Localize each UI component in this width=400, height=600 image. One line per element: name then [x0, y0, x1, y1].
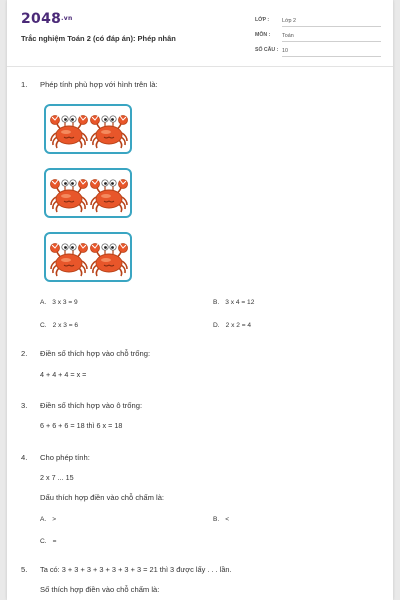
option-text: 3 x 4 = 12 [225, 299, 255, 306]
crab-group-2 [44, 168, 132, 218]
q1-option-b[interactable] [213, 299, 254, 306]
logo-tld: .vn [61, 15, 73, 22]
option-text: 2 x 2 = 4 [225, 322, 252, 329]
meta-grade-value: Lớp 2 [282, 16, 381, 27]
option-letter: A. [40, 299, 47, 306]
crab-icon [89, 173, 129, 215]
q4-prompt: Dấu thích hợp điền vào chỗ chấm là: [40, 493, 165, 502]
crab-icon [49, 173, 89, 215]
q4-number: 4. [21, 453, 28, 462]
option-text: 2 x 3 = 6 [52, 322, 79, 329]
q4-option-c[interactable] [40, 538, 56, 545]
option-letter: C. [40, 538, 47, 545]
crab-icon [89, 109, 129, 151]
q1-text: Phép tính phù hợp với hình trên là: [40, 80, 158, 89]
q4-option-a[interactable] [40, 516, 56, 523]
q3-equation: 6 + 6 + 6 = 18 thì 6 x = 18 [40, 421, 123, 430]
q1-option-a[interactable] [40, 299, 78, 306]
crab-icon [49, 237, 89, 279]
meta-subject [255, 31, 381, 43]
crab-icon [49, 109, 89, 151]
meta-subject-label: MÔN : [255, 32, 271, 38]
q3-number: 3. [21, 401, 28, 410]
q4-expression: 2 x 7 ... 15 [40, 473, 74, 482]
option-text: > [52, 516, 57, 523]
meta-count-value: 10 [282, 46, 381, 57]
q3-text: Điền số thích hợp vào ô trống: [40, 401, 143, 410]
meta-grade [255, 16, 381, 28]
crab-icon [89, 237, 129, 279]
q2-text: Điền số thích hợp vào chỗ trống: [40, 349, 151, 358]
logo-text: 2048 [21, 11, 62, 27]
meta-count [255, 46, 381, 58]
option-letter: B. [213, 516, 220, 523]
meta-subject-value: Toán [282, 31, 381, 42]
header [7, 0, 393, 66]
option-letter: C. [40, 322, 47, 329]
option-text: 3 x 3 = 9 [52, 299, 78, 306]
q1-number: 1. [21, 80, 28, 89]
crab-group-1 [44, 104, 132, 154]
worksheet-page [7, 0, 393, 600]
q2-number: 2. [21, 349, 28, 358]
option-letter: A. [40, 516, 47, 523]
q4-option-b[interactable] [213, 516, 229, 523]
meta-count-label: SỐ CÂU : [255, 47, 279, 53]
option-letter: B. [213, 299, 220, 306]
q4-text: Cho phép tính: [40, 453, 90, 462]
q2-equation: 4 + 4 + 4 = x = [40, 370, 87, 379]
q5-number: 5. [21, 565, 28, 574]
q5-prompt: Số thích hợp điền vào chỗ chấm là: [40, 585, 160, 594]
q1-option-c[interactable] [40, 322, 78, 329]
header-divider [7, 66, 393, 67]
page-title: Trắc nghiệm Toán 2 (có đáp án): Phép nhân [21, 34, 176, 43]
crab-group-3 [44, 232, 132, 282]
site-logo[interactable] [21, 11, 73, 27]
q5-text: Ta có: 3 + 3 + 3 + 3 + 3 + 3 + 3 = 21 thì 3 được lấy . . . lần. [40, 565, 232, 574]
option-letter: D. [213, 322, 220, 329]
meta-grade-label: LỚP : [255, 17, 270, 23]
option-text: = [52, 538, 57, 545]
option-text: < [225, 516, 230, 523]
q1-option-d[interactable] [213, 322, 251, 329]
